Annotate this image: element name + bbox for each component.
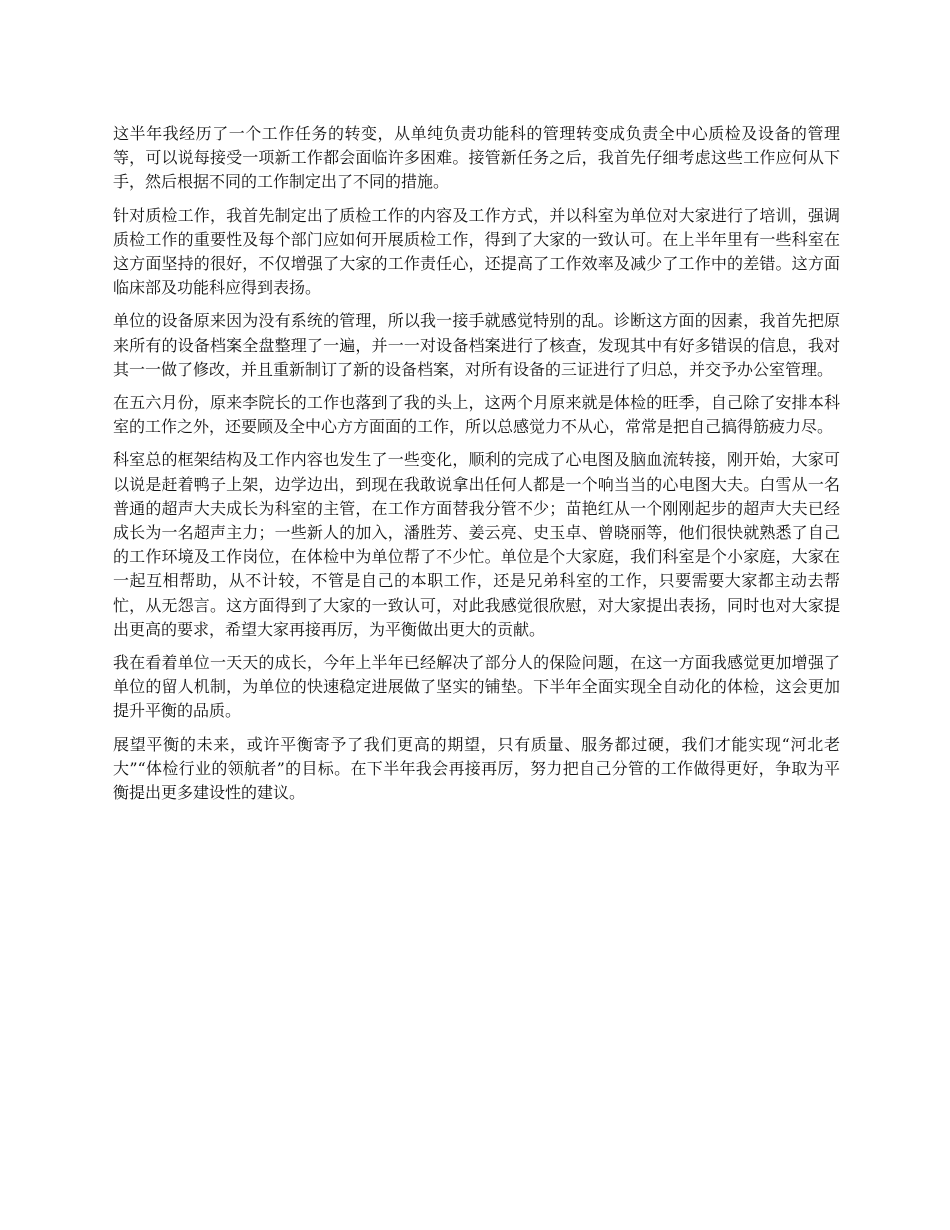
paragraph-3: 单位的设备原来因为没有系统的管理，所以我一接手就感觉特别的乱。诊断这方面的因素，我首先把原来所有的设备档案全盘整理了一遍，并一一对设备档案进行了核查，发现其中有好多错误的信息，我对其一一做了修改，并且重新制订了新的设备档案，对所有设备的三证进行了归总，并交予办公室管理。 <box>113 311 840 379</box>
paragraph-5: 科室总的框架结构及工作内容也发生了一些变化，顺利的完成了心电图及脑血流转接，刚开始，大家可以说是赶着鸭子上架，边学边出，到现在我敢说拿出任何人都是一个响当当的心电图大夫。白雪从一名普通的超声大夫成长为科室的主管，在工作方面替我分管不少；苗艳红从一个刚刚起步的超声大夫已经成长为一名超声主力；一些新人的加入，潘胜芳、姜云亮、史玉卓、曾晓丽等，他们很快就熟悉了自己的工作环境及工作岗位，在体检中为单位帮了不少忙。单位是个大家庭，我们科室是个小家庭，大家在一起互相帮助，从不计较，不管是自己的本职工作，还是兄弟科室的工作，只要需要大家都主动去帮忙，从无怨言。这方面得到了大家的一致认可，对此我感觉很欣慰，对大家提出表扬，同时也对大家提出更高的要求，希望大家再接再厉，为平衡做出更大的贡献。 <box>113 450 840 639</box>
paragraph-6: 我在看着单位一天天的成长，今年上半年已经解决了部分人的保险问题，在这一方面我感觉更加增强了单位的留人机制，为单位的快速稳定进展做了坚实的铺垫。下半年全面实现全自动化的体检，这会更加提升平衡的品质。 <box>113 653 840 721</box>
document-body <box>113 122 840 814</box>
paragraph-4: 在五六月份，原来李院长的工作也落到了我的头上，这两个月原来就是体检的旺季，自己除了安排本科室的工作之外，还要顾及全中心方方面面的工作，所以总感觉力不从心，常常是把自己搞得筋疲力尽。 <box>113 393 840 437</box>
paragraph-2: 针对质检工作，我首先制定出了质检工作的内容及工作方式，并以科室为单位对大家进行了培训，强调质检工作的重要性及每个部门应如何开展质检工作，得到了大家的一致认可。在上半年里有一些科室在这方面坚持的很好，不仅增强了大家的工作责任心，还提高了工作效率及减少了工作中的差错。这方面临床部及功能科应得到表扬。 <box>113 205 840 298</box>
paragraph-1: 这半年我经历了一个工作任务的转变，从单纯负责功能科的管理转变成负责全中心质检及设备的管理等，可以说每接受一项新工作都会面临许多困难。接管新任务之后，我首先仔细考虑这些工作应何从下手，然后根据不同的工作制定出了不同的措施。 <box>113 124 840 192</box>
paragraph-7: 展望平衡的未来，或许平衡寄予了我们更高的期望，只有质量、服务都过硬，我们才能实现“河北老大”“体检行业的领航者”的目标。在下半年我会再接再厉，努力把自己分管的工作做得更好，争取为平衡提出更多建设性的建议。 <box>113 734 840 803</box>
